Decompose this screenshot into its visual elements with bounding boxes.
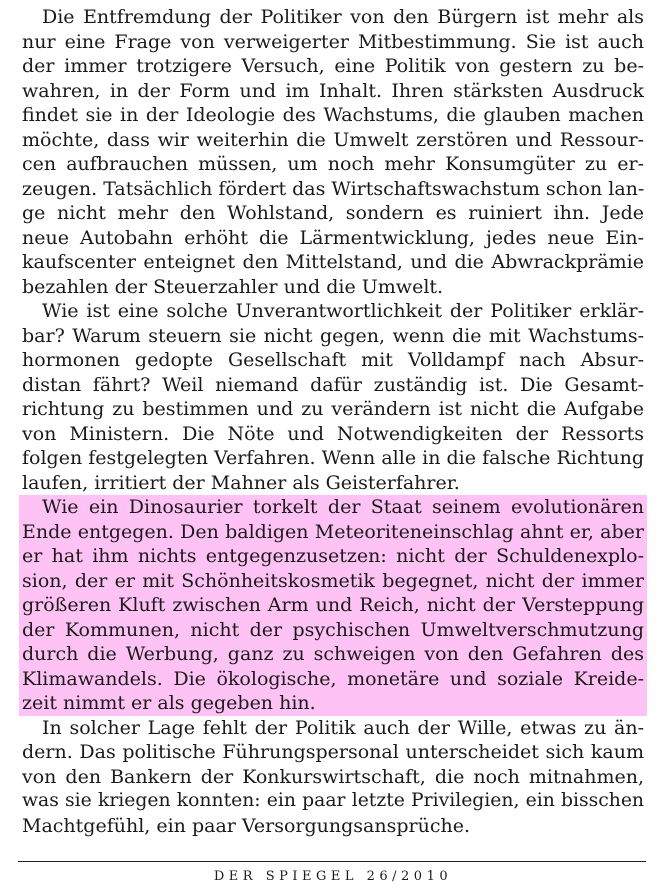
text-line: größeren Kluft zwischen Arm und Reich, nicht der Versteppung xyxy=(22,594,644,616)
text-line: zeit nimmt er als gegeben hin. xyxy=(22,692,316,714)
text-line: wahren, in der Form und im Inhalt. Ihren stärksten Ausdruck xyxy=(22,79,644,102)
text-line: findet sie in der Ideologie des Wachstums, die glauben machen xyxy=(22,104,644,126)
text-line: möchte, dass wir weiterhin die Umwelt zerstören und Ressour- xyxy=(22,128,644,151)
text-line: ge nicht mehr den Wohlstand, sondern es ruiniert ihn. Jede xyxy=(22,202,644,224)
footer-rule xyxy=(18,861,646,862)
text-line: was sie kriegen konnten: ein paar letzte Privilegien, ein bisschen xyxy=(22,790,644,811)
text-line: nur eine Frage von verweigerter Mitbestimmung. Sie ist auch xyxy=(22,30,644,53)
text-line: Machtgefühl, ein paar Versorgungsansprüche. xyxy=(22,814,470,837)
text-line: Ende entgegen. Den baldigen Meteoriteneinschlag ahnt er, aber xyxy=(22,520,644,543)
text-line: der Kommunen, nicht der psychischen Umweltverschmutzung xyxy=(22,618,644,641)
article-column xyxy=(22,5,644,838)
text-line: cen aufbrauchen müssen, um noch mehr Konsumgüter zu er- xyxy=(22,153,644,175)
text-line: von den Bankern der Konkurswirtschaft, die noch mitnahmen, xyxy=(22,765,644,788)
text-line: er hat ihm nichts entgegenzusetzen: nicht der Schuldenexplo- xyxy=(22,545,644,567)
text-line: zeugen. Tatsächlich fördert das Wirtschaftswachstum schon lan- xyxy=(22,177,644,200)
text-line: richtung zu bestimmen und zu verändern ist nicht die Aufgabe xyxy=(22,398,644,420)
text-line: laufen, irritiert der Mahner als Geisterfahrer. xyxy=(22,471,460,494)
text-line: Die Entfremdung der Politiker von den Bürgern ist mehr als xyxy=(42,6,644,28)
text-line: Wie ist eine solche Unverantwortlichkeit der Politiker erklär- xyxy=(42,300,644,322)
text-line: sion, der er mit Schönheitskosmetik begegnet, nicht der immer xyxy=(22,569,644,592)
text-line: distan fährt? Weil niemand dafür zuständig ist. Die Gesamt- xyxy=(22,373,644,396)
paragraph xyxy=(22,716,644,839)
publication-footer: DER SPIEGEL 26/2010 xyxy=(213,869,453,884)
text-line: folgen festgelegten Verfahren. Wenn alle in die falsche Richtung xyxy=(22,447,644,469)
text-line: durch die Werbung, ganz zu schweigen von den Gefahren des xyxy=(22,643,644,665)
paragraph xyxy=(22,299,644,495)
text-line: Wie ein Dinosaurier torkelt der Staat seinem evolutionären xyxy=(42,496,644,518)
text-line: der immer trotzigere Versuch, eine Politik von gestern zu be- xyxy=(22,55,644,77)
text-line: dern. Das politische Führungspersonal unterscheidet sich kaum xyxy=(22,741,644,763)
paragraph xyxy=(22,5,644,299)
text-line: von Ministern. Die Nöte und Notwendigkeiten der Ressorts xyxy=(22,422,644,445)
text-line: neue Autobahn erhöht die Lärmentwicklung, jedes neue Ein- xyxy=(22,226,644,249)
highlighted-paragraph xyxy=(19,495,647,716)
text-line: hormonen gedopte Gesellschaft mit Volldampf nach Absur- xyxy=(22,349,644,371)
text-line: bar? Warum steuern sie nicht gegen, wenn die mit Wachstums- xyxy=(22,324,644,347)
text-line: kaufscenter enteignet den Mittelstand, und die Abwrackprämie xyxy=(22,251,644,273)
text-line: Klimawandels. Die ökologische, monetäre und soziale Kreide- xyxy=(22,667,644,690)
text-line: bezahlen der Steuerzahler und die Umwelt. xyxy=(22,275,444,298)
text-line: In solcher Lage fehlt der Politik auch der Wille, etwas zu än- xyxy=(42,716,644,739)
